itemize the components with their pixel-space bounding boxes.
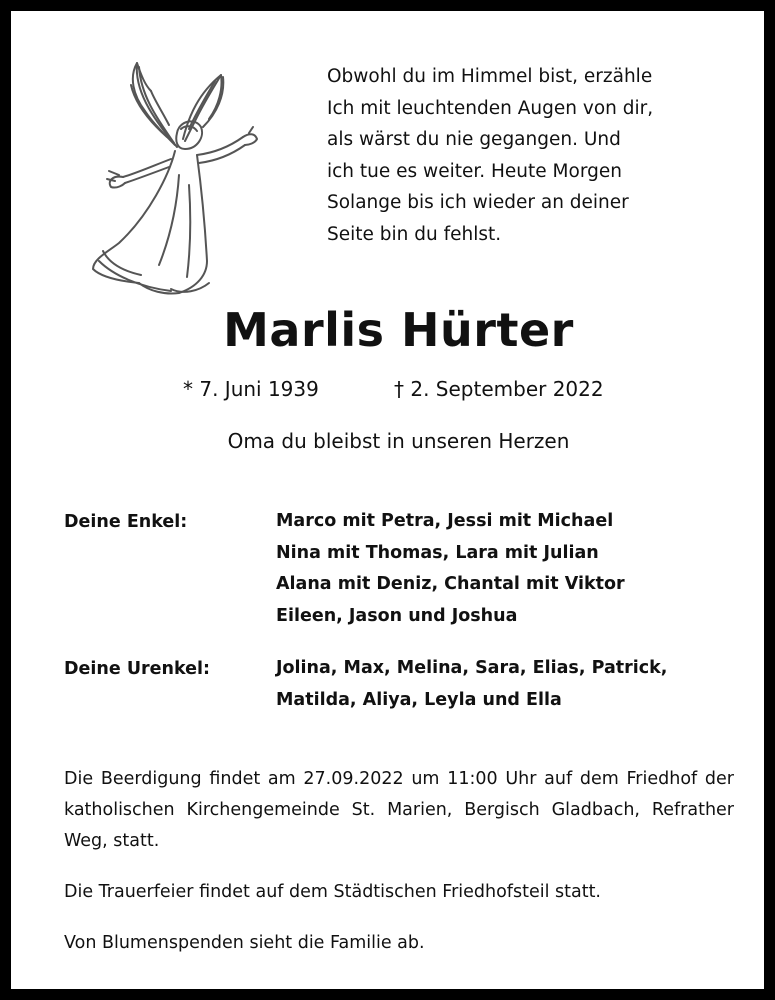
death-date: † 2. September 2022 <box>394 377 604 401</box>
poem-line: Obwohl du im Himmel bist, erzähle <box>327 66 653 87</box>
funeral-notice: Die Beerdigung findet am 27.09.2022 um 11:00 Uhr auf dem Friedhof der katholischen Kirchengemeinde St. Marien, Bergisch Gladbach, Refrather Weg, statt. <box>64 769 734 851</box>
birth-date: * 7. Juni 1939 <box>183 377 319 401</box>
poem-line: Solange bis ich wieder an deiner <box>327 192 629 213</box>
grandchildren-list <box>276 506 625 632</box>
poem-line: Ich mit leuchtenden Augen von dir, <box>327 97 654 119</box>
angel-icon <box>79 55 269 300</box>
great-grandchildren-label: Deine Urenkel: <box>64 659 211 679</box>
list-item: Eileen, Jason und Joshua <box>276 605 518 626</box>
list-item: Alana mit Deniz, Chantal mit Viktor <box>276 574 625 594</box>
poem-line: ich tue es weiter. Heute Morgen <box>327 160 622 182</box>
list-item: Marco mit Petra, Jessi mit Michael <box>276 511 614 531</box>
motto: Oma du bleibst in unseren Herzen <box>227 429 570 453</box>
poem-line: Seite bin du fehlst. <box>327 223 502 245</box>
poem <box>327 61 687 250</box>
list-item: Jolina, Max, Melina, Sara, Elias, Patrick, <box>276 658 668 678</box>
list-item: Nina mit Thomas, Lara mit Julian <box>276 542 599 563</box>
deceased-name: Marlis Hürter <box>223 303 574 357</box>
list-item: Matilda, Aliya, Leyla und Ella <box>276 689 562 710</box>
poem-line: als wärst du nie gegangen. Und <box>327 129 621 150</box>
flowers-notice: Von Blumenspenden sieht die Familie ab. <box>64 933 425 953</box>
great-grandchildren-list <box>276 653 667 716</box>
ceremony-notice: Die Trauerfeier findet auf dem Städtischen Friedhofsteil statt. <box>64 882 601 902</box>
grandchildren-label: Deine Enkel: <box>64 512 188 532</box>
